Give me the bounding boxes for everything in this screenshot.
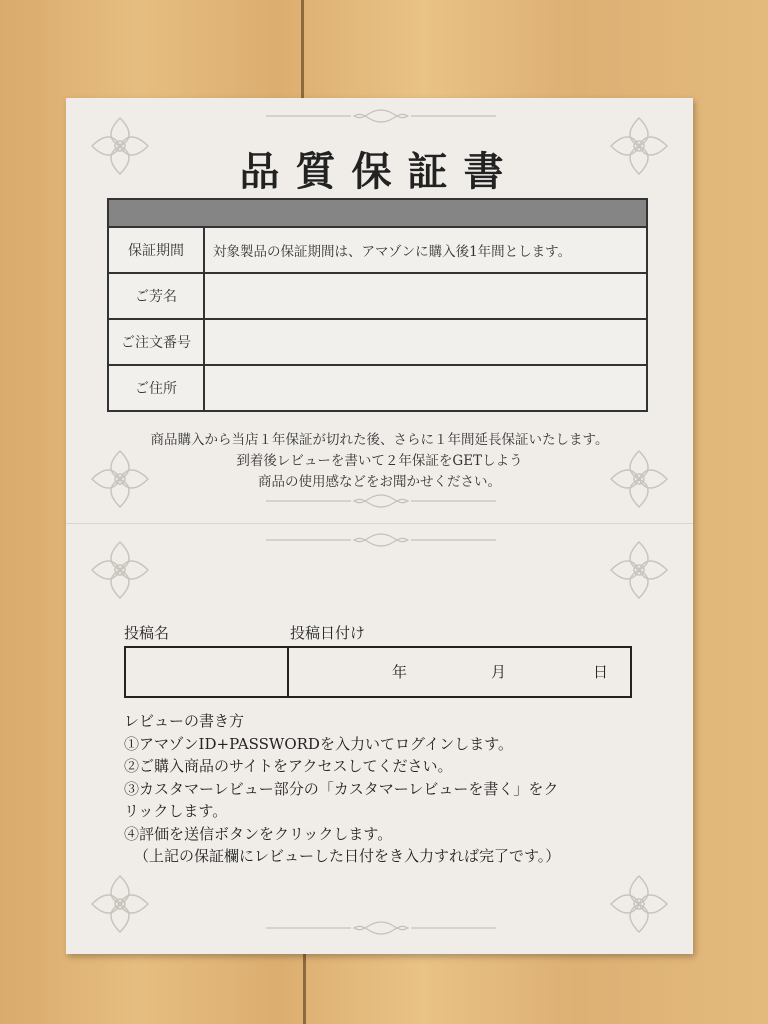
flourish-divider-icon [256, 491, 506, 511]
instruction-note: （上記の保証欄にレビューした日付をき入力すれば完了です。） [134, 847, 561, 865]
instructions-title: レビューの書き方 [124, 712, 245, 730]
order-number-field[interactable] [205, 320, 646, 364]
post-name-field[interactable] [126, 648, 289, 696]
promo-line: 商品購入から当店１年保証が切れた後、さらに１年間延長保証いたします。 [150, 432, 609, 448]
promo-line: 到着後レビューを書いて２年保証をGETしよう [236, 453, 523, 469]
corner-ornament-icon [603, 868, 675, 940]
promo-text [66, 430, 693, 493]
row-label: ご住所 [109, 366, 205, 410]
row-value: 対象製品の保証期間は、アマゾンに購入後1年間とします。 [213, 244, 572, 260]
flourish-divider-icon [256, 918, 506, 938]
address-field[interactable] [205, 366, 646, 410]
promo-line: 商品の使用感などをお聞かせください。 [258, 474, 501, 490]
instruction-step: リックします。 [124, 802, 228, 820]
table-row-address [109, 364, 646, 410]
post-date-label: 投稿日付け [290, 624, 366, 642]
corner-ornament-icon [603, 534, 675, 606]
page-title: 品質保証書 [239, 148, 520, 195]
fold-line [66, 523, 693, 524]
post-form-table [124, 646, 632, 698]
year-unit: 年 [392, 663, 408, 681]
flourish-divider-icon [256, 106, 506, 126]
post-date-field[interactable] [289, 648, 630, 696]
table-header-bar [109, 200, 646, 228]
instruction-step: ②ご購入商品のサイトをアクセスしてください。 [124, 757, 453, 775]
day-unit: 日 [593, 663, 609, 681]
name-field[interactable] [205, 274, 646, 318]
table-row-warranty-period [109, 228, 646, 272]
review-instructions [124, 710, 644, 868]
instruction-step: ④評価を送信ボタンをクリックします。 [124, 824, 393, 843]
wood-plank-seam [301, 0, 304, 100]
instruction-step: ①アマゾンID+PASSWORDを入力いてログインします。 [124, 734, 513, 753]
warranty-card [66, 98, 693, 954]
wood-plank-seam [303, 954, 306, 1024]
flourish-divider-icon [256, 530, 506, 550]
row-label: ご芳名 [109, 274, 205, 318]
table-row-name [109, 272, 646, 318]
corner-ornament-icon [84, 868, 156, 940]
warranty-table [107, 198, 648, 412]
corner-ornament-icon [84, 534, 156, 606]
post-name-label: 投稿名 [124, 624, 170, 642]
table-row-order-number [109, 318, 646, 364]
row-label: 保証期間 [109, 228, 205, 272]
month-unit: 月 [491, 663, 507, 681]
row-label: ご注文番号 [109, 320, 205, 364]
instruction-step: ③カスタマーレビュー部分の「カスタマーレビューを書く」をク [124, 779, 559, 798]
